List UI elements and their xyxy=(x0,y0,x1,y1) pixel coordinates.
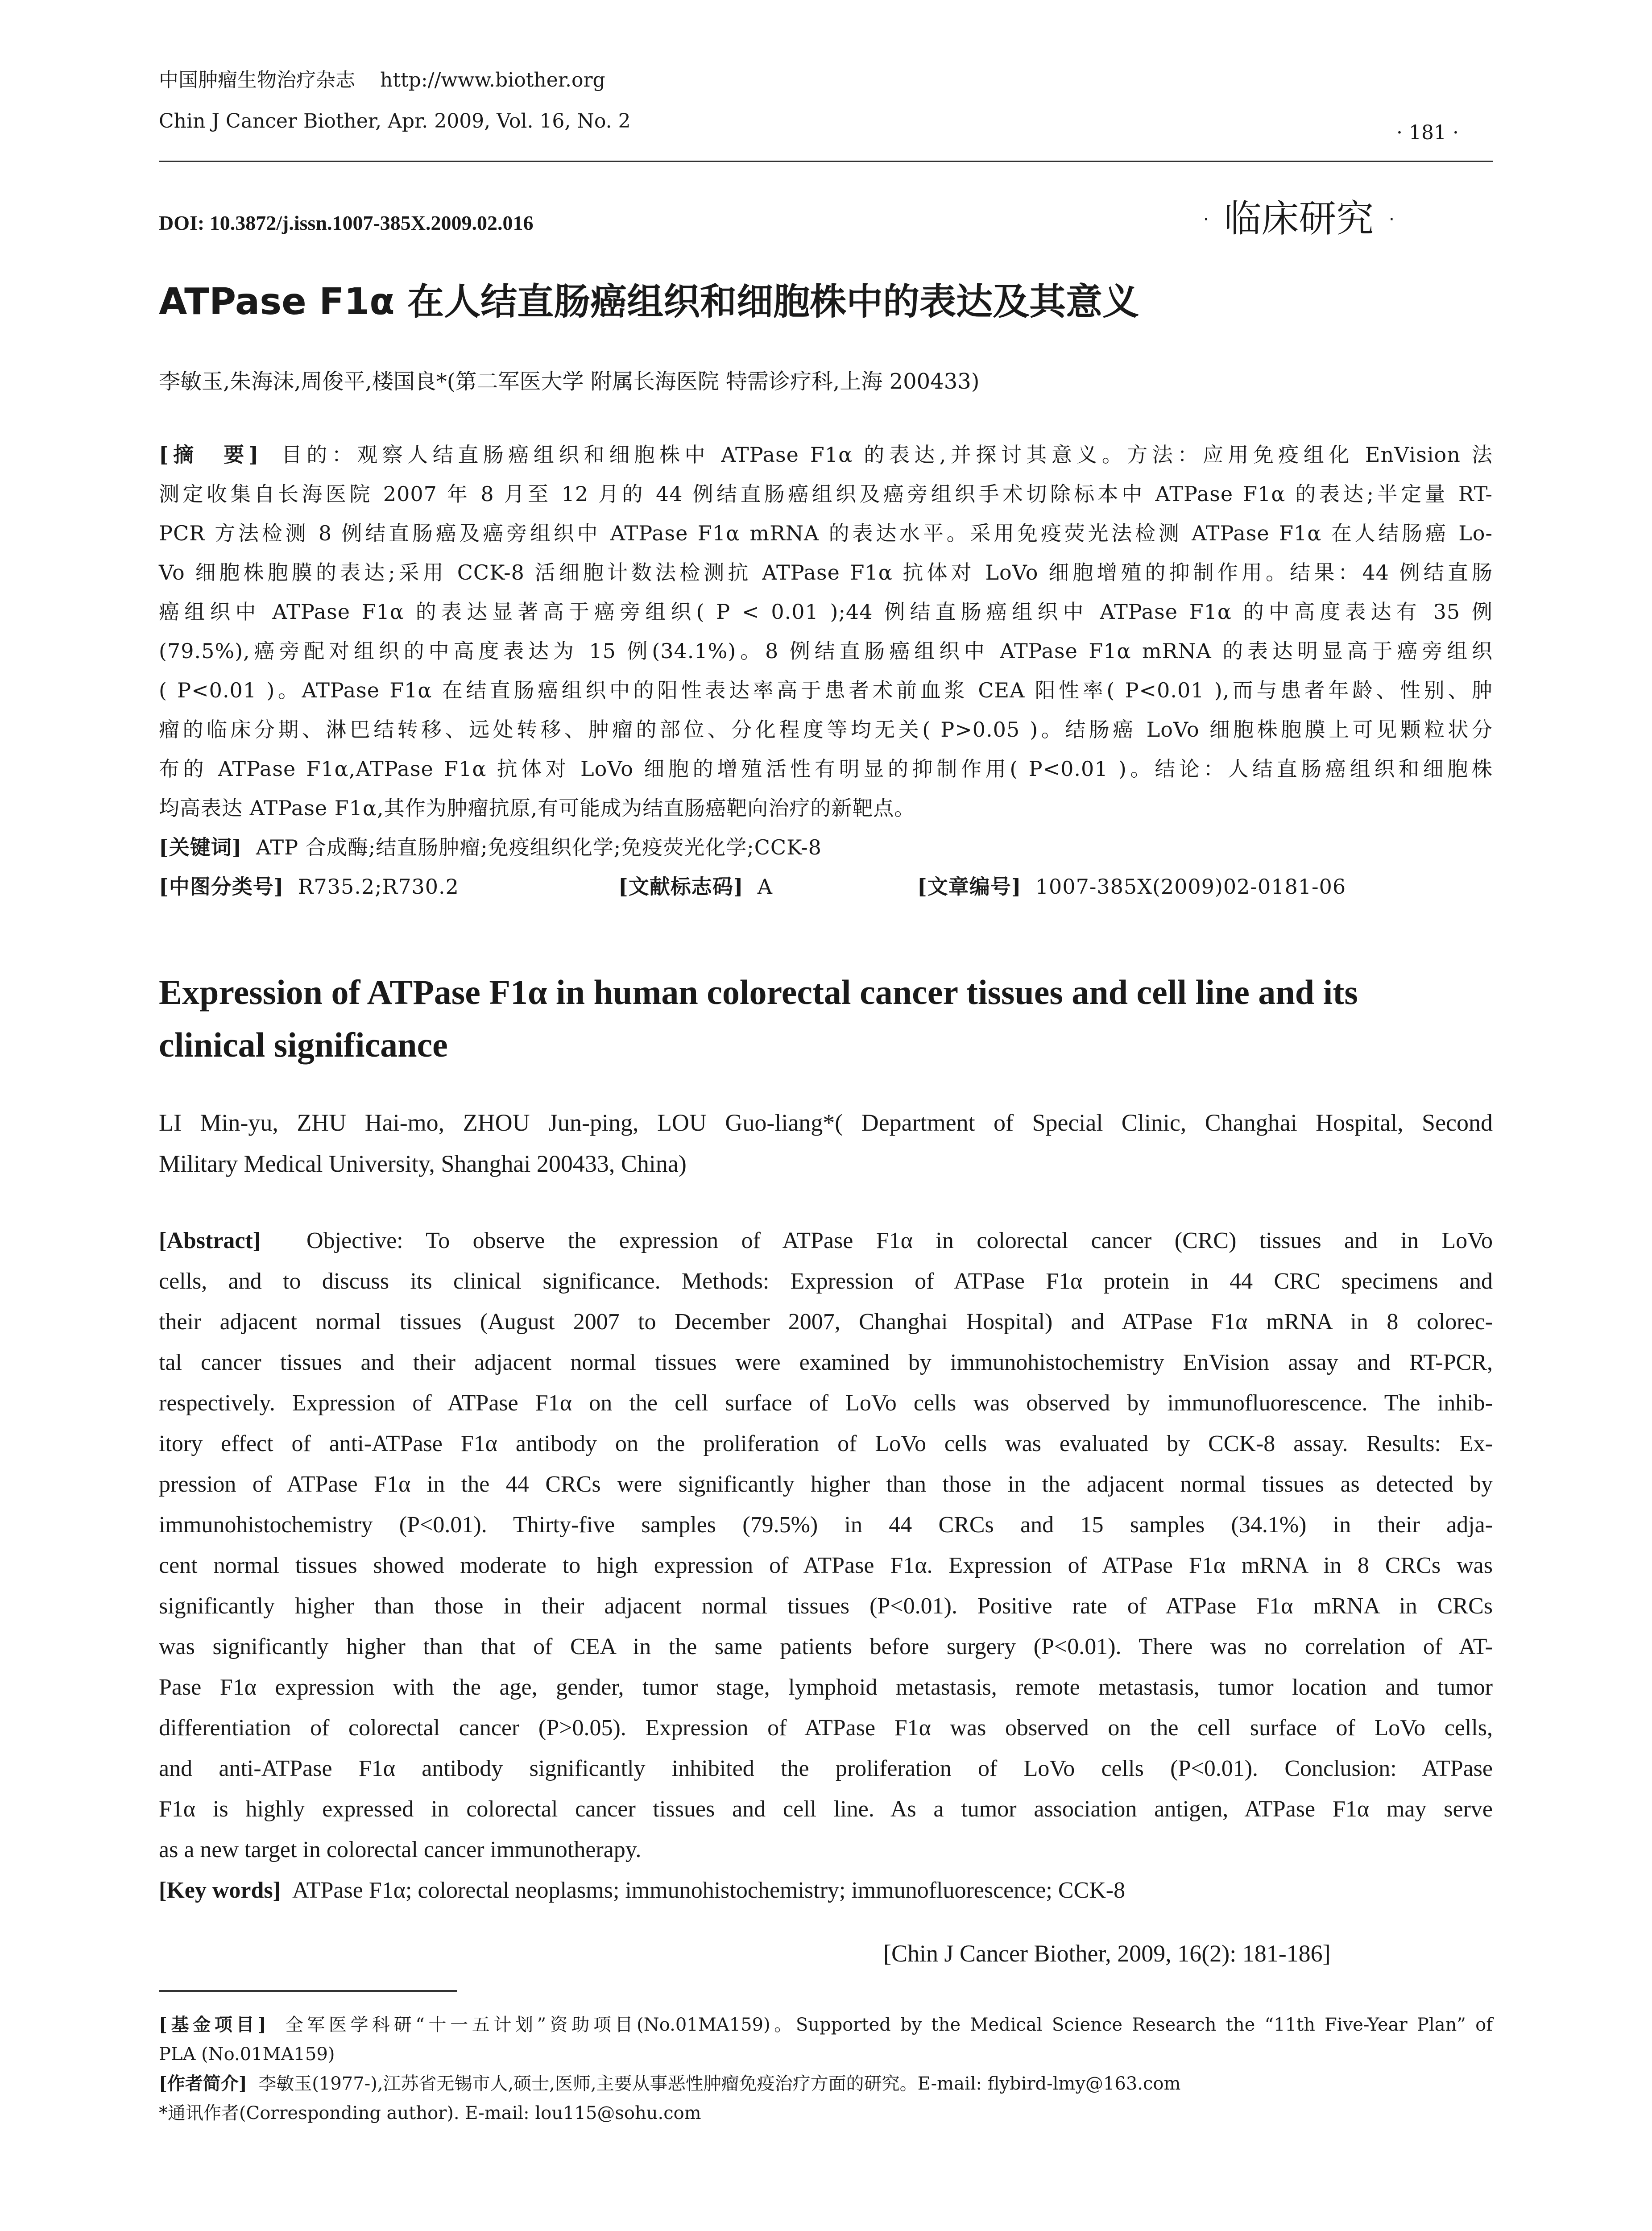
journal-url[interactable]: http://www.biother.org xyxy=(380,69,605,91)
abstract-cn-line: 均高表达 ATPase F1α,其作为肿瘤抗原,有可能成为结直肠癌靶向治疗的新靶点。 xyxy=(159,796,915,820)
authors-en-line: LI Min-yu, ZHU Hai-mo, ZHOU Jun-ping, LOU Guo-liang*( Department of Special Clinic, Changhai Hospital, Second xyxy=(159,1109,1493,1136)
keywords-cn-label: [关键词] xyxy=(159,835,242,859)
abstract-en-line: [Abstract] Objective: To observe the expression of ATPase F1α in colorectal cancer (CRC) tissues and in LoVo xyxy=(159,1228,1493,1253)
fund-line: PLA (No.01MA159) xyxy=(159,2044,335,2065)
keywords-en-text: ATPase F1α; colorectal neoplasms; immunohistochemistry; immunofluorescence; CCK-8 xyxy=(292,1878,1126,1903)
abstract-en-line: cent normal tissues showed moderate to high expression of ATPase F1α. Expression of ATPase F1α mRNA in 8 CRCs was xyxy=(159,1553,1493,1578)
abstract-en-label: [Abstract] xyxy=(159,1228,261,1253)
authors-en-line: Military Medical University, Shanghai 200433, China) xyxy=(159,1150,687,1177)
authors-cn: 李敏玉,朱海沫,周俊平,楼国良*(第二军医大学 附属长海医院 特需诊疗科,上海 200433) xyxy=(159,369,980,394)
doi: DOI: 10.3872/j.issn.1007-385X.2009.02.016 xyxy=(159,211,534,234)
abstract-en-line: as a new target in colorectal cancer immunotherapy. xyxy=(159,1837,642,1862)
footnote-rule xyxy=(159,1990,457,1992)
author-bio-label: [作者简介] xyxy=(159,2073,247,2094)
corresponding-author: *通讯作者(Corresponding author). E-mail: lou115@sohu.com xyxy=(159,2103,701,2123)
citation: [Chin J Cancer Biother, 2009, 16(2): 181-186] xyxy=(883,1940,1331,1967)
keywords-cn-text: ATP 合成酶;结直肠肿瘤;免疫组织化学;免疫荧光化学;CCK-8 xyxy=(256,835,822,859)
abstract-en-line: immunohistochemistry (P<0.01). Thirty-five samples (79.5%) in 44 CRCs and 15 samples (34.1%) in their adja- xyxy=(159,1512,1493,1538)
fund-line: [基金项目] 全军医学科研“十一五计划”资助项目(No.01MA159)。Supported by the Medical Science Research the “11th Five-Year Plan” of xyxy=(159,2014,1493,2035)
header-rule xyxy=(159,161,1493,162)
fund-label: [基金项目] xyxy=(159,2014,266,2035)
classification-line xyxy=(159,867,1493,906)
abstract-en-line: differentiation of colorectal cancer (P>0.05). Expression of ATPase F1α was observed on the cell surface of LoVo cells, xyxy=(159,1715,1493,1741)
journal-header-cn xyxy=(159,67,605,94)
abstract-en-line: pression of ATPase F1α in the 44 CRCs were significantly higher than those in the adjacent normal tissues as detected by xyxy=(159,1472,1493,1497)
abstract-cn-label: [摘 要] xyxy=(159,443,259,467)
document-code: [文献标志码] A xyxy=(618,875,773,899)
abstract-en-line: Pase F1α expression with the age, gender, tumor stage, lymphoid metastasis, remote metastasis, tumor location and tumor xyxy=(159,1675,1493,1700)
abstract-cn-line: ( P<0.01 )。ATPase F1α 在结直肠癌组织中的阳性表达率高于患者术前血浆 CEA 阳性率( P<0.01 ),而与患者年龄、性别、肿 xyxy=(159,678,1493,702)
authors-en xyxy=(159,1102,1493,1184)
abstract-cn-line: 测定收集自长海医院 2007 年 8 月至 12 月的 44 例结直肠癌组织及癌旁组织手术切除标本中 ATPase F1α 的表达;半定量 RT- xyxy=(159,482,1493,506)
abstract-cn-line: 癌组织中 ATPase F1α 的表达显著高于癌旁组织( P < 0.01 );44 例结直肠癌组织中 ATPase F1α 的中高度表达有 35 例 xyxy=(159,600,1493,624)
abstract-en xyxy=(159,1220,1493,1911)
journal-name-cn: 中国肿瘤生物治疗杂志 xyxy=(159,69,355,91)
abstract-cn-line: 瘤的临床分期、淋巴结转移、远处转移、肿瘤的部位、分化程度等均无关( P>0.05 )。结肠癌 LoVo 细胞株胞膜上可见颗粒状分 xyxy=(159,717,1493,742)
article-number: [文章编号] 1007-385X(2009)02-0181-06 xyxy=(917,875,1346,899)
abstract-en-line: was significantly higher than that of CEA in the same patients before surgery (P<0.01). There was no correlation of AT- xyxy=(159,1634,1493,1659)
abstract-en-line: significantly higher than those in their adjacent normal tissues (P<0.01). Positive rate of ATPase F1α mRNA in CRCs xyxy=(159,1593,1493,1619)
section-tag: · 临床研究 · xyxy=(1200,197,1398,241)
journal-citation-line: Chin J Cancer Biother, Apr. 2009, Vol. 16, No. 2 xyxy=(159,110,631,133)
abstract-cn-line: [摘 要] 目的：观察人结直肠癌组织和细胞株中 ATPase F1α 的表达,并探讨其意义。方法：应用免疫组化 EnVision 法 xyxy=(159,443,1493,467)
title-cn: ATPase F1α 在人结直肠癌组织和细胞株中的表达及其意义 xyxy=(159,281,1139,323)
title-en-line: Expression of ATPase F1α in human colorectal cancer tissues and cell line and its xyxy=(159,973,1358,1012)
keywords-en-label: [Key words] xyxy=(159,1878,281,1903)
abstract-en-line: respectively. Expression of ATPase F1α on the cell surface of LoVo cells was observed by immunofluorescence. The inhib- xyxy=(159,1390,1493,1416)
title-en xyxy=(159,966,1497,1071)
abstract-en-line: F1α is highly expressed in colorectal cancer tissues and cell line. As a tumor association antigen, ATPase F1α may serve xyxy=(159,1796,1493,1822)
abstract-en-line: itory effect of anti-ATPase F1α antibody on the proliferation of LoVo cells was evaluated by CCK-8 assay. Results: Ex- xyxy=(159,1431,1493,1456)
abstract-en-line: cells, and to discuss its clinical significance. Methods: Expression of ATPase F1α protein in 44 CRC specimens and xyxy=(159,1269,1493,1294)
keywords-cn xyxy=(159,828,1493,867)
page-number: · 181 · xyxy=(1396,121,1459,144)
abstract-en-line: tal cancer tissues and their adjacent normal tissues were examined by immunohistochemistry EnVision assay and RT-PCR, xyxy=(159,1350,1493,1375)
author-bio: [作者简介] 李敏玉(1977-),江苏省无锡市人,硕士,医师,主要从事恶性肿瘤免疫治疗方面的研究。E-mail: flybird-lmy@163.com xyxy=(159,2073,1181,2094)
abstract-cn-line: PCR 方法检测 8 例结直肠癌及癌旁组织中 ATPase F1α mRNA 的表达水平。采用免疫荧光法检测 ATPase F1α 在人结肠癌 Lo- xyxy=(159,521,1493,545)
footnotes xyxy=(159,2010,1493,2128)
abstract-cn-line: Vo 细胞株胞膜的表达;采用 CCK-8 活细胞计数法检测抗 ATPase F1α 抗体对 LoVo 细胞增殖的抑制作用。结果：44 例结直肠 xyxy=(159,560,1493,585)
abstract-cn xyxy=(159,435,1493,906)
abstract-cn-line: 布的 ATPase F1α,ATPase F1α 抗体对 LoVo 细胞的增殖活性有明显的抑制作用( P<0.01 )。结论：人结直肠癌组织和细胞株 xyxy=(159,757,1493,781)
clc-code: [中图分类号] R735.2;R730.2 xyxy=(159,875,459,899)
abstract-cn-line: (79.5%),癌旁配对组织的中高度表达为 15 例(34.1%)。8 例结直肠癌组织中 ATPase F1α mRNA 的表达明显高于癌旁组织 xyxy=(159,639,1493,663)
keywords-en xyxy=(159,1870,1493,1911)
abstract-en-line: and anti-ATPase F1α antibody significantly inhibited the proliferation of LoVo cells (P<0.01). Conclusion: ATPase xyxy=(159,1756,1493,1781)
abstract-en-line: their adjacent normal tissues (August 2007 to December 2007, Changhai Hospital) and ATPase F1α mRNA in 8 colorec- xyxy=(159,1309,1493,1335)
title-en-line: clinical significance xyxy=(159,1025,448,1064)
